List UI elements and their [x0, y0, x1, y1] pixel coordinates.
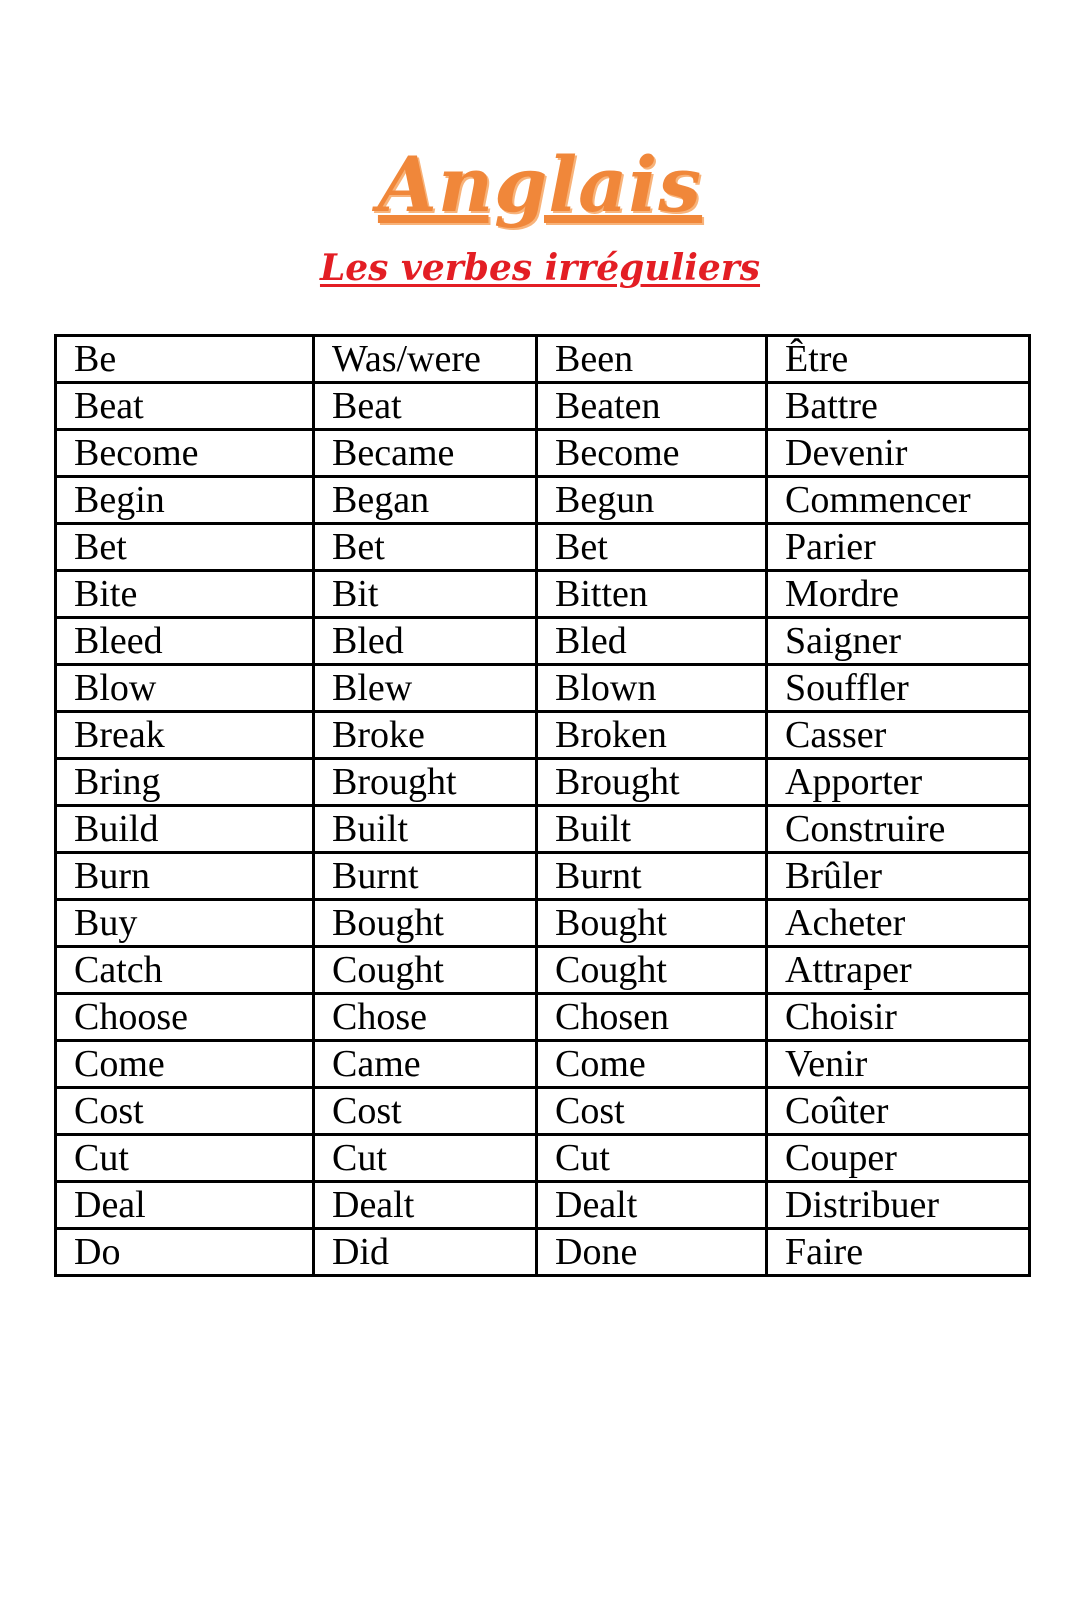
french-translation-cell: Brûler	[767, 853, 1030, 900]
past-simple-cell: Chose	[314, 994, 537, 1041]
past-simple-cell: Bled	[314, 618, 537, 665]
past-participle-cell: Chosen	[537, 994, 767, 1041]
french-translation-cell: Choisir	[767, 994, 1030, 1041]
table-row	[56, 759, 1030, 806]
french-translation-cell: Devenir	[767, 430, 1030, 477]
table-row	[56, 900, 1030, 947]
past-participle-cell: Broken	[537, 712, 767, 759]
table-row	[56, 947, 1030, 994]
past-participle-cell: Cost	[537, 1088, 767, 1135]
base-form-cell: Bite	[56, 571, 314, 618]
past-simple-cell: Broke	[314, 712, 537, 759]
irregular-verbs-table	[54, 334, 1031, 1277]
french-translation-cell: Mordre	[767, 571, 1030, 618]
base-form-cell: Blow	[56, 665, 314, 712]
past-simple-cell: Cost	[314, 1088, 537, 1135]
french-translation-cell: Commencer	[767, 477, 1030, 524]
base-form-cell: Do	[56, 1229, 314, 1276]
base-form-cell: Beat	[56, 383, 314, 430]
table-row	[56, 477, 1030, 524]
base-form-cell: Break	[56, 712, 314, 759]
base-form-cell: Choose	[56, 994, 314, 1041]
table-row	[56, 1088, 1030, 1135]
french-translation-cell: Apporter	[767, 759, 1030, 806]
past-participle-cell: Blown	[537, 665, 767, 712]
past-simple-cell: Beat	[314, 383, 537, 430]
past-participle-cell: Burnt	[537, 853, 767, 900]
french-translation-cell: Attraper	[767, 947, 1030, 994]
past-participle-cell: Cut	[537, 1135, 767, 1182]
page-title: Anglais	[377, 140, 703, 229]
past-participle-cell: Begun	[537, 477, 767, 524]
table-row	[56, 1229, 1030, 1276]
past-participle-cell: Been	[537, 336, 767, 383]
base-form-cell: Come	[56, 1041, 314, 1088]
past-participle-cell: Come	[537, 1041, 767, 1088]
french-translation-cell: Saigner	[767, 618, 1030, 665]
table-row	[56, 1135, 1030, 1182]
french-translation-cell: Acheter	[767, 900, 1030, 947]
past-simple-cell: Cought	[314, 947, 537, 994]
base-form-cell: Catch	[56, 947, 314, 994]
base-form-cell: Buy	[56, 900, 314, 947]
past-simple-cell: Bit	[314, 571, 537, 618]
french-translation-cell: Couper	[767, 1135, 1030, 1182]
past-participle-cell: Brought	[537, 759, 767, 806]
past-simple-cell: Bought	[314, 900, 537, 947]
table-row	[56, 383, 1030, 430]
past-simple-cell: Burnt	[314, 853, 537, 900]
french-translation-cell: Être	[767, 336, 1030, 383]
base-form-cell: Bet	[56, 524, 314, 571]
table-row	[56, 618, 1030, 665]
table-row	[56, 430, 1030, 477]
base-form-cell: Bleed	[56, 618, 314, 665]
table-row	[56, 994, 1030, 1041]
past-participle-cell: Built	[537, 806, 767, 853]
table-row	[56, 806, 1030, 853]
french-translation-cell: Venir	[767, 1041, 1030, 1088]
past-simple-cell: Blew	[314, 665, 537, 712]
french-translation-cell: Construire	[767, 806, 1030, 853]
table-row	[56, 665, 1030, 712]
table-row	[56, 712, 1030, 759]
past-simple-cell: Was/were	[314, 336, 537, 383]
irregular-verbs-table-body	[56, 336, 1030, 1276]
base-form-cell: Burn	[56, 853, 314, 900]
table-row	[56, 336, 1030, 383]
french-translation-cell: Parier	[767, 524, 1030, 571]
table-row	[56, 1182, 1030, 1229]
base-form-cell: Become	[56, 430, 314, 477]
past-simple-cell: Began	[314, 477, 537, 524]
past-participle-cell: Dealt	[537, 1182, 767, 1229]
table-row	[56, 1041, 1030, 1088]
base-form-cell: Begin	[56, 477, 314, 524]
past-participle-cell: Bled	[537, 618, 767, 665]
base-form-cell: Deal	[56, 1182, 314, 1229]
base-form-cell: Bring	[56, 759, 314, 806]
table-row	[56, 853, 1030, 900]
french-translation-cell: Casser	[767, 712, 1030, 759]
french-translation-cell: Distribuer	[767, 1182, 1030, 1229]
table-row	[56, 571, 1030, 618]
past-participle-cell: Bet	[537, 524, 767, 571]
french-translation-cell: Souffler	[767, 665, 1030, 712]
past-participle-cell: Done	[537, 1229, 767, 1276]
past-simple-cell: Cut	[314, 1135, 537, 1182]
past-participle-cell: Bought	[537, 900, 767, 947]
past-simple-cell: Brought	[314, 759, 537, 806]
past-simple-cell: Came	[314, 1041, 537, 1088]
base-form-cell: Build	[56, 806, 314, 853]
table-row	[56, 524, 1030, 571]
past-simple-cell: Did	[314, 1229, 537, 1276]
past-simple-cell: Built	[314, 806, 537, 853]
past-participle-cell: Become	[537, 430, 767, 477]
past-simple-cell: Dealt	[314, 1182, 537, 1229]
french-translation-cell: Battre	[767, 383, 1030, 430]
past-simple-cell: Bet	[314, 524, 537, 571]
past-participle-cell: Beaten	[537, 383, 767, 430]
french-translation-cell: Coûter	[767, 1088, 1030, 1135]
past-participle-cell: Cought	[537, 947, 767, 994]
base-form-cell: Cut	[56, 1135, 314, 1182]
base-form-cell: Be	[56, 336, 314, 383]
past-simple-cell: Became	[314, 430, 537, 477]
base-form-cell: Cost	[56, 1088, 314, 1135]
past-participle-cell: Bitten	[537, 571, 767, 618]
page-subtitle: Les verbes irréguliers	[319, 247, 761, 289]
french-translation-cell: Faire	[767, 1229, 1030, 1276]
